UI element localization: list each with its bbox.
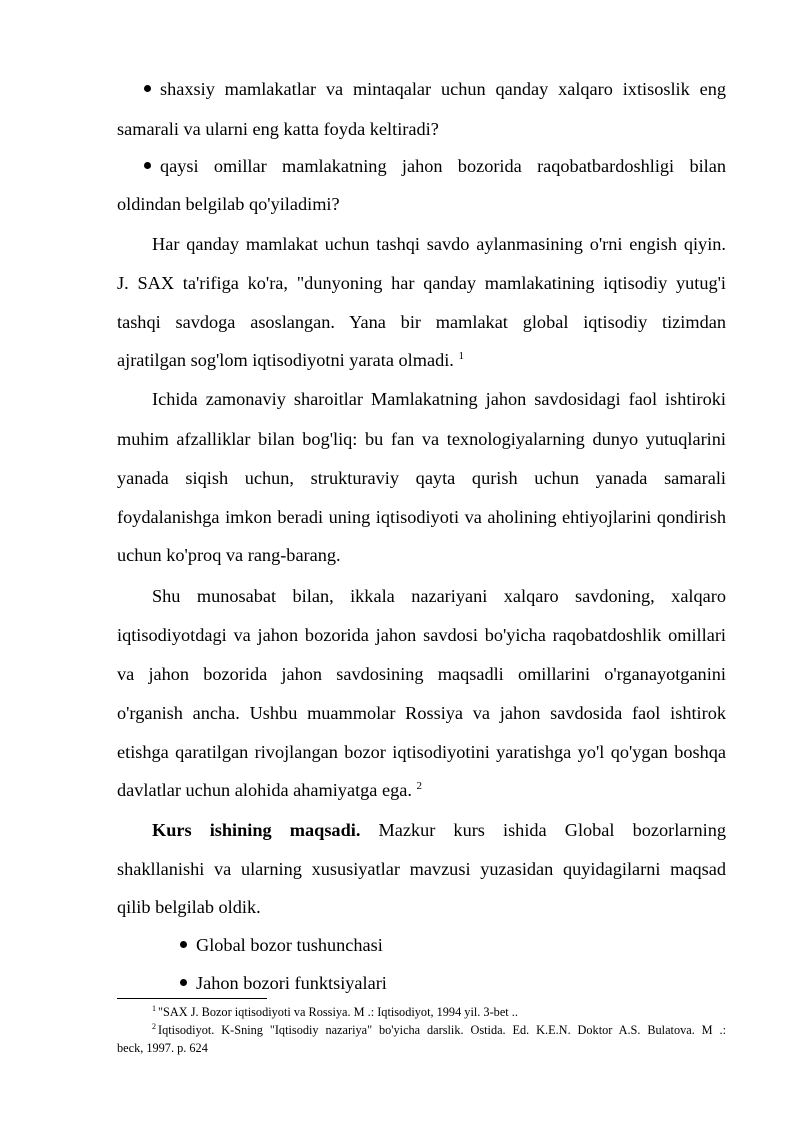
paragraph-line bbox=[117, 349, 464, 371]
bullet-dot-icon bbox=[144, 85, 151, 92]
footnote-mark: 1 bbox=[152, 1003, 156, 1013]
footnote-mark: 2 bbox=[152, 1021, 156, 1031]
bullet-item bbox=[180, 934, 383, 956]
footnote-text: Iqtisodiyot. K-Sning "Iqtisodiy nazariya" bo'yicha darslik. Ostida. Ed. K.E.N. Doktor A.S. Bulatova. M .: bbox=[158, 1023, 726, 1037]
paragraph-line: Shu munosabat bilan, ikkala nazariyani xalqaro savdoning, xalqaro bbox=[152, 586, 726, 606]
bullet-text: qaysi omillar mamlakatning jahon bozorida raqobatbardoshligi bilan bbox=[160, 156, 726, 176]
section-heading-inline: Kurs ishining maqsadi. bbox=[152, 820, 361, 840]
bullet-dot-icon bbox=[180, 941, 187, 948]
paragraph-line: tashqi savdoga asoslangan. Yana bir mamlakat global iqtisodiy tizimdan bbox=[117, 312, 726, 332]
bullet-continuation: oldindan belgilab qo'yiladimi? bbox=[117, 194, 340, 214]
bullet-item bbox=[180, 972, 387, 994]
paragraph-line: va jahon bozorida jahon savdosining maqsadli omillarini o'rganayotganini bbox=[117, 664, 726, 684]
bullet-text: shaxsiy mamlakatlar va mintaqalar uchun qanday xalqaro ixtisoslik eng bbox=[160, 79, 726, 99]
paragraph-line: etishga qaratilgan rivojlangan bozor iqtisodiyotini yaratishga yo'l qo'ygan boshqa bbox=[117, 742, 726, 762]
paragraph-text: davlatlar uchun alohida ahamiyatga ega. bbox=[117, 780, 412, 800]
paragraph-text: Mazkur kurs ishida Global bozorlarning bbox=[378, 820, 726, 840]
bullet-text: Global bozor tushunchasi bbox=[196, 935, 383, 955]
footnote-text: "SAX J. Bozor iqtisodiyoti va Rossiya. M .: Iqtisodiyot, 1994 yil. 3-bet .. bbox=[158, 1005, 518, 1019]
bullet-item bbox=[144, 78, 726, 100]
bullet-text: Jahon bozori funktsiyalari bbox=[196, 973, 387, 993]
footnote-continuation: beck, 1997. p. 624 bbox=[117, 1041, 208, 1055]
paragraph-line: yanada siqish uchun, strukturaviy qayta qurish uchun yanada samarali bbox=[117, 468, 726, 488]
paragraph-line: uchun ko'proq va rang-barang. bbox=[117, 545, 341, 565]
paragraph-line: foydalanishga imkon beradi uning iqtisodiyoti va aholining ehtiyojlarini qondirish bbox=[117, 507, 726, 527]
paragraph-line: o'rganish ancha. Ushbu muammolar Rossiya va jahon savdosida faol ishtirok bbox=[117, 703, 726, 723]
paragraph-line: shakllanishi va ularning xususiyatlar mavzusi yuzasidan quyidagilarni maqsad bbox=[117, 859, 726, 879]
bullet-continuation: samarali va ularni eng katta foyda keltiradi? bbox=[117, 119, 439, 139]
footnote-separator bbox=[117, 998, 267, 999]
paragraph-line bbox=[152, 819, 726, 841]
paragraph-line: iqtisodiyotdagi va jahon bozorida jahon savdosi bo'yicha raqobatdoshlik omillari bbox=[117, 625, 726, 645]
paragraph-line: J. SAX ta'rifiga ko'ra, "dunyoning har qanday mamlakatining iqtisodiy yutug'i bbox=[117, 273, 726, 293]
bullet-dot-icon bbox=[144, 162, 151, 169]
footnote bbox=[152, 1022, 726, 1038]
paragraph-line: qilib belgilab oldik. bbox=[117, 897, 261, 917]
paragraph-line: Har qanday mamlakat uchun tashqi savdo aylanmasining o'rni engish qiyin. bbox=[152, 234, 726, 254]
bullet-dot-icon bbox=[180, 979, 187, 986]
paragraph-line bbox=[117, 779, 422, 801]
paragraph-line: muhim afzalliklar bilan bog'liq: bu fan va texnologiyalarning dunyo yutuqlarini bbox=[117, 429, 726, 449]
footnote-ref: 1 bbox=[458, 349, 464, 362]
paragraph-line: Ichida zamonaviy sharoitlar Mamlakatning jahon savdosidagi faol ishtiroki bbox=[152, 389, 726, 409]
footnote bbox=[152, 1004, 518, 1020]
bullet-item bbox=[144, 155, 726, 177]
paragraph-text: ajratilgan sog'lom iqtisodiyotni yarata olmadi. bbox=[117, 350, 454, 370]
footnote-ref: 2 bbox=[416, 779, 422, 792]
